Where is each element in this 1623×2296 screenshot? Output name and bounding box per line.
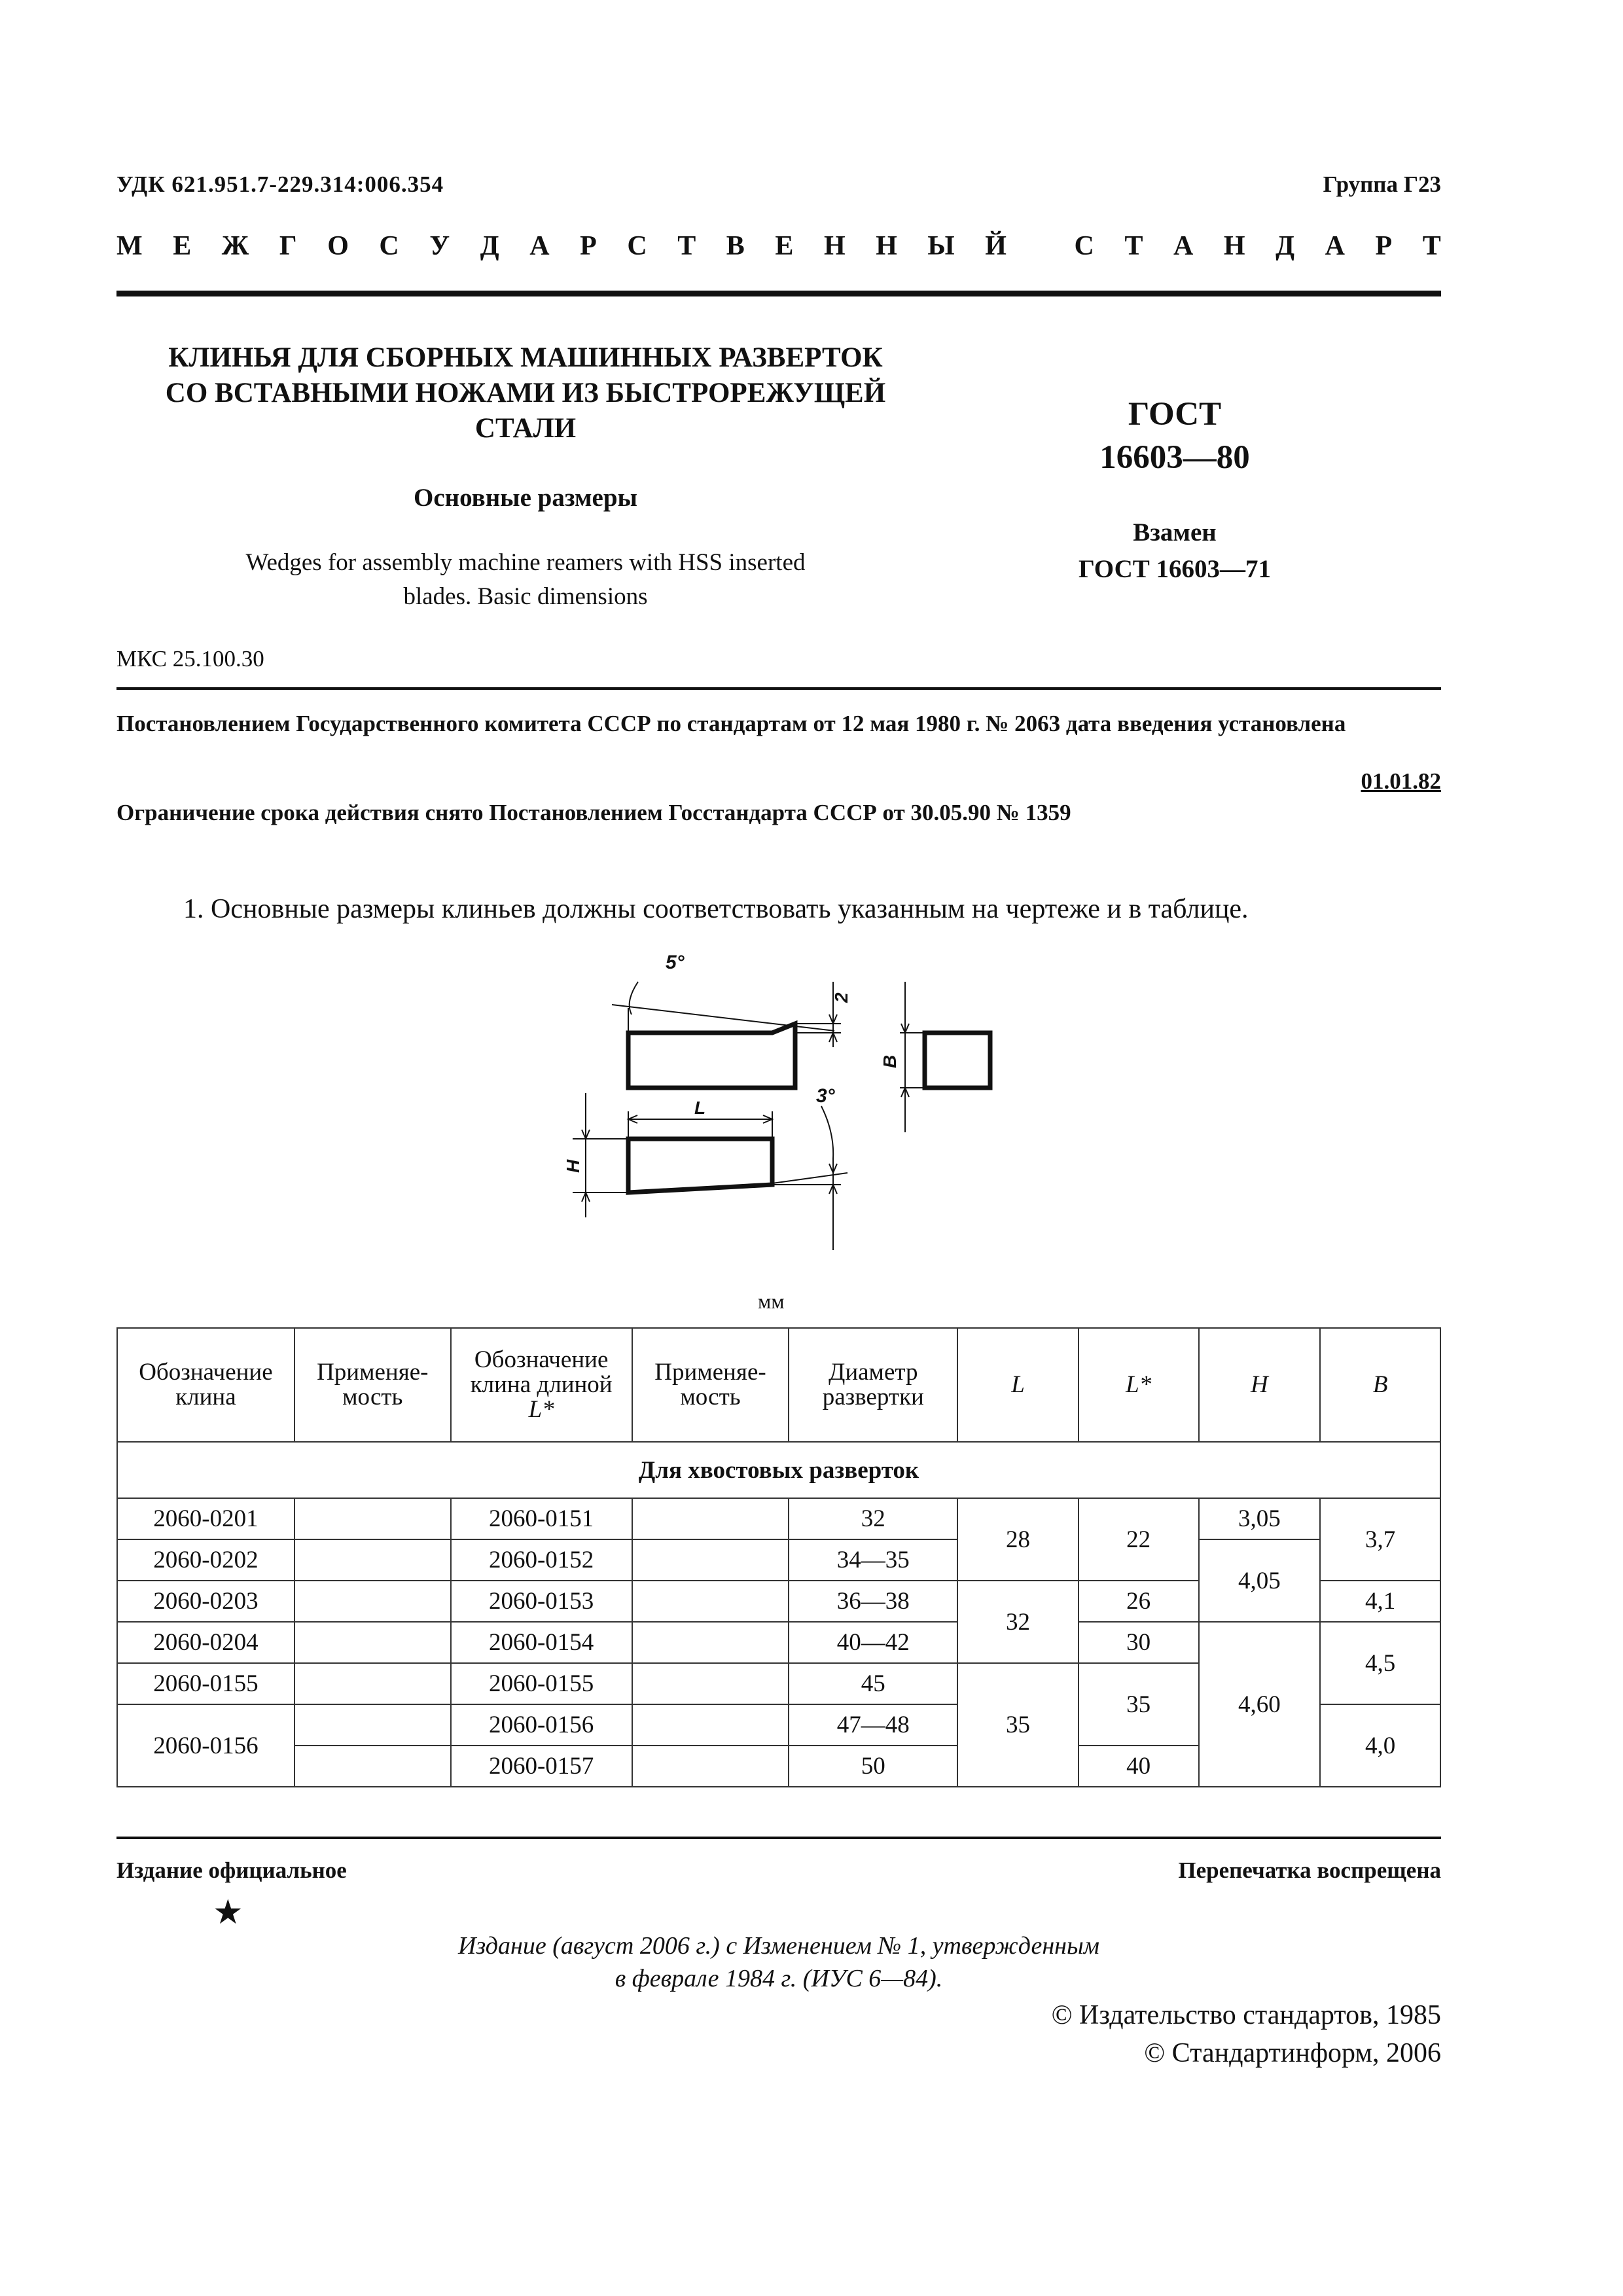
banner-letter: А: [529, 231, 550, 261]
english-title-line: blades. Basic dimensions: [403, 583, 648, 610]
banner-letter: Т: [677, 231, 696, 261]
banner-letter: С: [379, 231, 399, 261]
mks-code: МКС 25.100.30: [116, 646, 264, 672]
table-cell: 4,1: [1320, 1581, 1440, 1622]
banner-letter: Р: [1375, 231, 1393, 261]
table-cell: 2060-0155: [117, 1663, 294, 1704]
banner-letter: Т: [1124, 231, 1143, 261]
table-cell: 2060-0202: [117, 1539, 294, 1581]
copyright-block: [1052, 1996, 1441, 2072]
banner-letter: Н: [1223, 231, 1245, 261]
header-l: L: [957, 1328, 1079, 1442]
table-cell: 2060-0204: [117, 1622, 294, 1663]
header-divider: [116, 291, 1441, 296]
header-reamer-diameter: Диаметр развертки: [789, 1328, 957, 1442]
banner-letter: Ы: [927, 231, 955, 261]
angle-line: [612, 1005, 834, 1031]
table-cell: [632, 1622, 789, 1663]
table-cell: 26: [1079, 1581, 1199, 1622]
table-cell: [294, 1581, 451, 1622]
table-cell: 2060-0153: [451, 1581, 632, 1622]
table-cell: 40: [1079, 1746, 1199, 1787]
dimensions-table: [116, 1327, 1441, 1787]
banner-letter: Е: [173, 231, 192, 261]
banner-letter: Н: [876, 231, 897, 261]
banner-letter: Н: [823, 231, 846, 261]
table-cell: [632, 1746, 789, 1787]
angle-arc: [630, 982, 638, 1014]
copyright-line: © Стандартинформ, 2006: [1144, 2038, 1441, 2068]
gost-replaces: [1021, 514, 1329, 588]
angle-label-5: 5°: [666, 952, 685, 973]
table-cell: [294, 1498, 451, 1539]
table-cell: [632, 1581, 789, 1622]
dimension-label-b: B: [880, 1054, 900, 1068]
table-row: [117, 1622, 1440, 1663]
banner-letter: Й: [985, 231, 1007, 261]
banner-letter: У: [429, 231, 450, 261]
banner-letter: А: [1173, 231, 1194, 261]
table-cell: [632, 1704, 789, 1746]
angle-label-3: 3°: [816, 1085, 835, 1107]
table-cell: 2060-0157: [451, 1746, 632, 1787]
header-applicability: Применяе-мость: [294, 1328, 451, 1442]
header-h: H: [1199, 1328, 1321, 1442]
document-title: [116, 340, 935, 446]
document-subtitle: Основные размеры: [413, 484, 637, 512]
english-title-line: Wedges for assembly machine reamers with HSS inserted: [245, 549, 806, 576]
table-cell: 40—42: [789, 1622, 957, 1663]
replaces-number: ГОСТ 16603—71: [1078, 555, 1272, 583]
banner-letter: М: [116, 231, 143, 261]
table-cell: [632, 1663, 789, 1704]
dimension-label-h: H: [563, 1159, 583, 1173]
table-cell: [294, 1663, 451, 1704]
header-text: L*: [528, 1396, 554, 1423]
table-cell: 47—48: [789, 1704, 957, 1746]
gost-designation: [1021, 393, 1329, 479]
gost-number: 16603—80: [1099, 439, 1250, 476]
table-cell: [632, 1498, 789, 1539]
table-cell: 28: [957, 1498, 1079, 1581]
dimension-label-l: L: [694, 1098, 706, 1118]
table-cell: 4,5: [1320, 1622, 1440, 1704]
interstate-standard-banner: [116, 230, 1441, 262]
table-cell: 32: [789, 1498, 957, 1539]
angle-arc: [821, 1106, 833, 1158]
edition-note: [386, 1929, 1171, 1995]
table-cell: 32: [957, 1581, 1079, 1663]
header-wedge-designation: Обозначение клина: [117, 1328, 294, 1442]
table-cell: 30: [1079, 1622, 1199, 1663]
banner-letter: С: [1074, 231, 1094, 261]
banner-letter: С: [627, 231, 647, 261]
table-section-row: [117, 1442, 1440, 1498]
wedge-top-view: [628, 1024, 795, 1088]
table-header-row: [117, 1328, 1440, 1442]
footer-divider: [116, 1837, 1441, 1839]
table-cell: 34—35: [789, 1539, 957, 1581]
table-cell: [632, 1539, 789, 1581]
official-edition: Издание официальное: [116, 1857, 347, 1883]
limitation-text: Ограничение срока действия снято Постановлением Госстандарта СССР от 30.05.90 № 1359: [116, 800, 1071, 825]
wedge-side-view: [925, 1033, 990, 1088]
table-cell: 50: [789, 1746, 957, 1787]
reprint-prohibited: Перепечатка воспрещена: [1178, 1857, 1441, 1883]
edition-line: Издание (август 2006 г.) с Изменением № 1, утвержденным: [457, 1932, 1100, 1960]
edition-line: в феврале 1984 г. (ИУС 6—84).: [615, 1965, 943, 1992]
banner-letter: О: [327, 231, 349, 261]
table-cell: 2060-0201: [117, 1498, 294, 1539]
header-text: Обозначение клина длиной: [470, 1346, 613, 1398]
table-cell: 22: [1079, 1498, 1199, 1581]
paragraph-1: 1. Основные размеры клиньев должны соответствовать указанным на чертеже и в таблице.: [183, 894, 1249, 924]
table-cell: 2060-0156: [451, 1704, 632, 1746]
banner-letter: Е: [775, 231, 794, 261]
banner-letter: А: [1325, 231, 1345, 261]
units-label: мм: [758, 1289, 785, 1313]
gost-label: ГОСТ: [1128, 396, 1222, 433]
table-cell: 2060-0154: [451, 1622, 632, 1663]
table-cell: [294, 1746, 451, 1787]
table-cell: 3,7: [1320, 1498, 1440, 1581]
title-line: КЛИНЬЯ ДЛЯ СБОРНЫХ МАШИННЫХ РАЗВЕРТОК: [168, 342, 883, 373]
copyright-line: © Издательство стандартов, 1985: [1051, 2000, 1441, 2030]
table-cell: [294, 1622, 451, 1663]
effective-date: 01.01.82: [1361, 768, 1441, 794]
banner-letter: Д: [1275, 231, 1295, 261]
replaces-label: Взамен: [1133, 518, 1217, 547]
table-cell: [294, 1704, 451, 1746]
table-cell: 45: [789, 1663, 957, 1704]
banner-letter: Т: [1422, 231, 1441, 261]
table-cell: 2060-0155: [451, 1663, 632, 1704]
group-code: Группа Г23: [1323, 171, 1441, 197]
table-row: [117, 1539, 1440, 1581]
banner-letter: Д: [480, 231, 499, 261]
table-cell: 2060-0156: [117, 1704, 294, 1787]
dimension-label-2: 2: [831, 992, 851, 1003]
table-cell: 36—38: [789, 1581, 957, 1622]
banner-letter: В: [726, 231, 745, 261]
table-cell: 3,05: [1199, 1498, 1321, 1539]
table-cell: 2060-0151: [451, 1498, 632, 1539]
header-l-star: L*: [1079, 1328, 1199, 1442]
wedge-drawing: [560, 942, 1005, 1270]
banner-letter: Г: [279, 231, 297, 261]
table-cell: 35: [957, 1663, 1079, 1787]
table-cell: 4,05: [1199, 1539, 1321, 1622]
decree-text: Постановлением Государственного комитета СССР по стандартам от 12 мая 1980 г. № 2063 дата введения установлена: [116, 711, 1346, 736]
title-line: СТАЛИ: [474, 413, 577, 444]
header-wedge-designation-length: [451, 1328, 632, 1442]
header-b: B: [1320, 1328, 1440, 1442]
section-divider: [116, 687, 1441, 690]
banner-space: [1037, 230, 1044, 262]
english-title: [116, 546, 935, 614]
star-icon: ★: [213, 1894, 243, 1931]
title-line: СО ВСТАВНЫМИ НОЖАМИ ИЗ БЫСТРОРЕЖУЩЕЙ: [165, 378, 886, 408]
udk-code: УДК 621.951.7-229.314:006.354: [116, 171, 444, 197]
banner-letter: Ж: [221, 231, 249, 261]
table-row: [117, 1498, 1440, 1539]
table-cell: 35: [1079, 1663, 1199, 1746]
table-cell: 4,60: [1199, 1622, 1321, 1787]
angle-line: [772, 1173, 847, 1183]
table-cell: 2060-0203: [117, 1581, 294, 1622]
banner-letter: Р: [580, 231, 597, 261]
header-applicability-2: Применяе-мость: [632, 1328, 789, 1442]
table-cell: 2060-0152: [451, 1539, 632, 1581]
table-cell: 4,0: [1320, 1704, 1440, 1787]
section-title: Для хвостовых разверток: [117, 1442, 1440, 1498]
table-cell: [294, 1539, 451, 1581]
wedge-front-view: [628, 1139, 772, 1193]
